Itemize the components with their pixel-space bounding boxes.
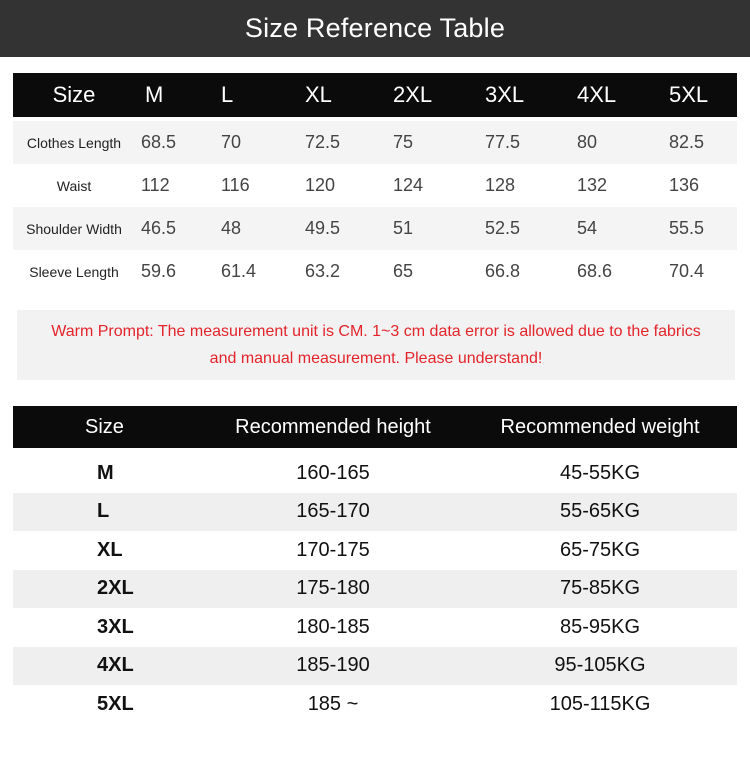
table-cell: 70.4 bbox=[669, 261, 705, 281]
table-cell: 61.4 bbox=[221, 261, 257, 281]
table-cell: 68.5 bbox=[141, 132, 177, 152]
row-label: Clothes Length bbox=[26, 134, 122, 151]
table-cell: 116 bbox=[221, 175, 250, 195]
measurement-warning bbox=[17, 310, 735, 380]
header-3xl: 3XL bbox=[485, 82, 525, 107]
weight-cell: 75-85KG bbox=[559, 577, 641, 600]
table-row bbox=[13, 250, 737, 293]
size-cell: L bbox=[97, 500, 110, 523]
recommendation-table bbox=[13, 406, 737, 724]
table-row bbox=[13, 121, 737, 164]
weight-cell: 45-55KG bbox=[559, 461, 641, 484]
size-cell: 5XL bbox=[97, 692, 134, 715]
header-5xl: 5XL bbox=[669, 82, 709, 107]
table-cell: 132 bbox=[577, 175, 608, 195]
header-size: Size bbox=[52, 82, 96, 107]
table-cell: 112 bbox=[141, 175, 170, 195]
height-cell: 170-175 bbox=[296, 538, 370, 561]
table-row bbox=[13, 647, 737, 686]
size-cell: M bbox=[97, 461, 114, 484]
height-cell: 180-185 bbox=[296, 615, 370, 638]
header-m: M bbox=[145, 82, 164, 107]
weight-cell: 55-65KG bbox=[559, 500, 641, 523]
recommendation-table-body bbox=[13, 448, 737, 724]
table-cell: 68.6 bbox=[577, 261, 613, 281]
weight-cell: 95-105KG bbox=[554, 654, 646, 677]
header-xl: XL bbox=[305, 82, 332, 107]
header-recommended-height: Recommended height bbox=[235, 415, 431, 438]
size-reference-table bbox=[13, 73, 737, 293]
row-label: Sleeve Length bbox=[29, 263, 119, 280]
height-cell: 185 ~ bbox=[307, 692, 359, 715]
row-label: Waist bbox=[56, 177, 92, 194]
table-cell: 75 bbox=[393, 132, 414, 152]
table-cell: 124 bbox=[393, 175, 424, 195]
table-row bbox=[13, 164, 737, 207]
weight-cell: 85-95KG bbox=[559, 615, 641, 638]
table-cell: 49.5 bbox=[305, 218, 341, 238]
size-table-body bbox=[13, 117, 737, 293]
table-cell: 48 bbox=[221, 218, 242, 238]
height-cell: 160-165 bbox=[296, 461, 370, 484]
table-cell: 82.5 bbox=[669, 132, 705, 152]
size-cell: 3XL bbox=[97, 615, 134, 638]
table-cell: 51 bbox=[393, 218, 414, 238]
weight-cell: 105-115KG bbox=[549, 692, 651, 715]
height-cell: 165-170 bbox=[296, 500, 370, 523]
table-cell: 54 bbox=[577, 218, 598, 238]
table-row bbox=[13, 207, 737, 250]
table-cell: 59.6 bbox=[141, 261, 177, 281]
header-2xl: 2XL bbox=[393, 82, 433, 107]
table-cell: 80 bbox=[577, 132, 598, 152]
size-cell: XL bbox=[97, 538, 123, 561]
table-cell: 55.5 bbox=[669, 218, 705, 238]
table-row bbox=[13, 570, 737, 609]
weight-cell: 65-75KG bbox=[559, 538, 641, 561]
height-cell: 185-190 bbox=[296, 654, 370, 677]
table-cell: 66.8 bbox=[485, 261, 521, 281]
table-cell: 136 bbox=[669, 175, 700, 195]
header-4xl: 4XL bbox=[577, 82, 617, 107]
table-row bbox=[13, 685, 737, 724]
table-row bbox=[13, 493, 737, 532]
warning-line-2: and manual measurement. Please understand! bbox=[209, 350, 543, 367]
table-row bbox=[13, 608, 737, 647]
header-l: L bbox=[221, 82, 234, 107]
header-size: Size bbox=[85, 415, 124, 438]
size-cell: 2XL bbox=[97, 577, 134, 600]
table-cell: 72.5 bbox=[305, 132, 341, 152]
table-cell: 52.5 bbox=[485, 218, 521, 238]
table-cell: 77.5 bbox=[485, 132, 521, 152]
size-table-header bbox=[13, 73, 737, 117]
table-cell: 65 bbox=[393, 261, 414, 281]
warning-line-1: Warm Prompt: The measurement unit is CM. 1~3 cm data error is allowed due to the fabrics bbox=[51, 323, 701, 340]
table-cell: 63.2 bbox=[305, 261, 341, 281]
row-label: Shoulder Width bbox=[26, 220, 122, 237]
recommendation-table-header bbox=[13, 406, 737, 448]
header-recommended-weight: Recommended weight bbox=[500, 415, 700, 438]
size-cell: 4XL bbox=[97, 654, 134, 677]
table-row bbox=[13, 454, 737, 493]
page-title: Size Reference Table bbox=[0, 0, 750, 57]
table-cell: 128 bbox=[485, 175, 516, 195]
table-cell: 46.5 bbox=[141, 218, 177, 238]
table-cell: 70 bbox=[221, 132, 242, 152]
height-cell: 175-180 bbox=[296, 577, 370, 600]
table-row bbox=[13, 531, 737, 570]
table-cell: 120 bbox=[305, 175, 336, 195]
